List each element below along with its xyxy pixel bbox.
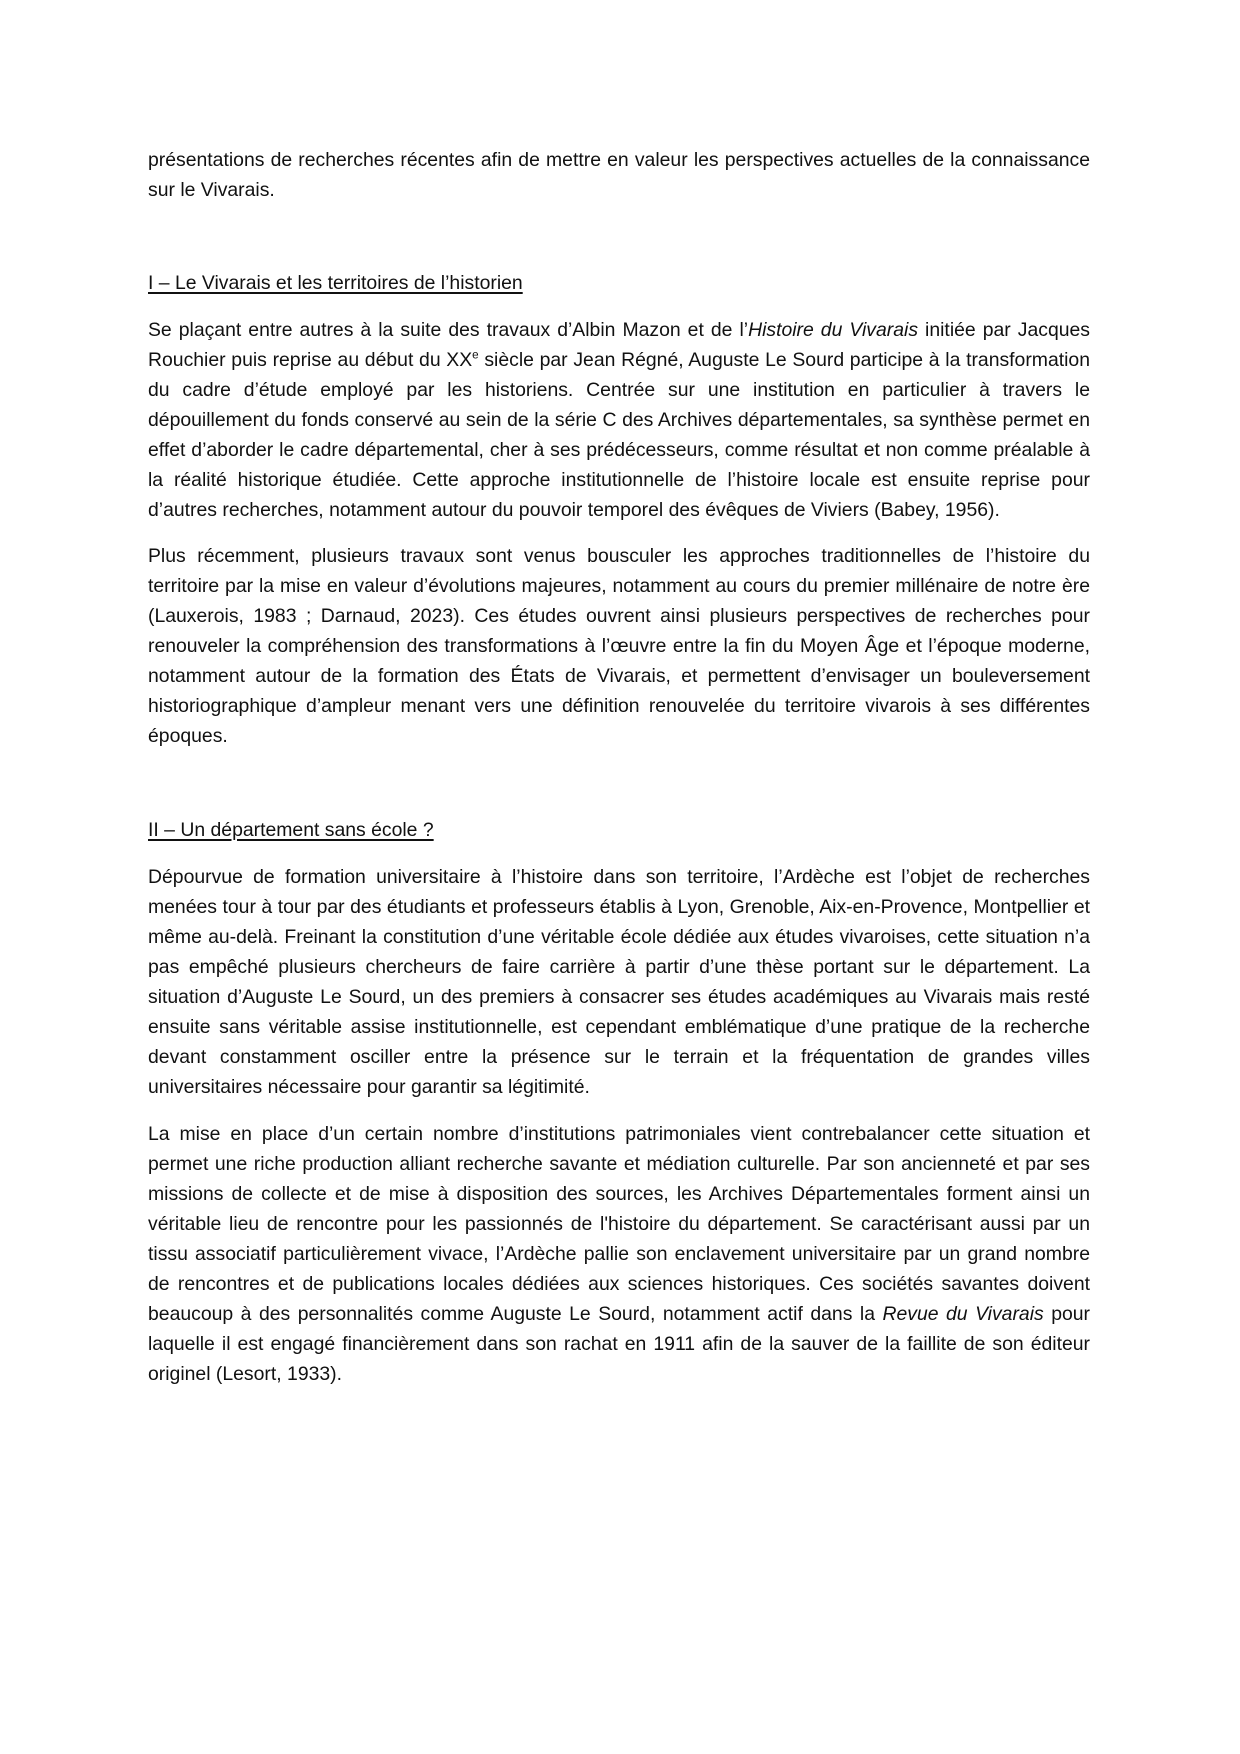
text-run: pour laquelle il est engagé financièrement dans son rachat en 1911 afin de la sauver de la faillite de son éditeur originel (Lesort, 1933). <box>148 1303 1091 1385</box>
intro-continuation-paragraph: présentations de recherches récentes afin de mettre en valeur les perspectives actuelles de la connaissance sur le Vivarais. <box>148 149 1090 201</box>
text-run: siècle par Jean Régné, Auguste Le Sourd participe à la transformation du cadre d’étude employé par les historiens. Centrée sur une institution en particulier à travers le dépouillement du fonds conservé au sein de la série C des Archives départementales, sa synthèse permet en effet d’aborder le cadre départemental, cher à ses prédécesseurs, comme résultat et non comme préalable à la réalité historique étudiée. Cette approche institutionnelle de l’histoire locale est ensuite reprise pour d’autres recherches, notamment autour du pouvoir temporel des évêques de Viviers (Babey, 1956). <box>148 349 1091 521</box>
italic-title-histoire-du-vivarais: Histoire du Vivarais <box>748 319 919 341</box>
section-1-paragraph-1 <box>148 315 1090 525</box>
superscript-e: e <box>472 348 479 362</box>
section-2-paragraph-2 <box>148 1119 1090 1389</box>
section-2-paragraph-1: Dépourvue de formation universitaire à l’histoire dans son territoire, l’Ardèche est l’objet de recherches menées tour à tour par des étudiants et professeurs établis à Lyon, Grenoble, Aix-en-Provence, Montpellier et même au-delà. Freinant la constitution d’une véritable école dédiée aux études vivaroises, cette situation n’a pas empêché plusieurs chercheurs de faire carrière à partir d’une thèse portant sur le département. La situation d’Auguste Le Sourd, un des premiers à consacrer ses études académiques au Vivarais mais resté ensuite sans véritable assise institutionnelle, est cependant emblématique d’une pratique de la recherche devant constamment osciller entre la présence sur le terrain et la fréquentation de grandes villes universitaires nécessaire pour garantir sa légitimité. <box>148 866 1090 1098</box>
text-run: Se plaçant entre autres à la suite des travaux d’Albin Mazon et de l’ <box>148 319 749 341</box>
italic-title-revue-du-vivarais: Revue du Vivarais <box>882 1303 1044 1325</box>
document-page <box>148 145 1090 1389</box>
section-2-heading: II – Un département sans école ? <box>148 819 434 841</box>
text-run: initiée par Jacques Rouchier puis reprise au début du XX <box>148 319 1090 371</box>
section-1-heading: I – Le Vivarais et les territoires de l’historien <box>148 272 523 294</box>
text-run: La mise en place d’un certain nombre d’institutions patrimoniales vient contrebalancer cette situation et permet une riche production alliant recherche savante et médiation culturelle. Par son ancienneté et par ses missions de collecte et de mise à disposition des sources, les Archives Départementales forment ainsi un véritable lieu de rencontre pour les passionnés de l'histoire du département. Se caractérisant aussi par un tissu associatif particulièrement vivace, l’Ardèche pallie son enclavement universitaire par un grand nombre de rencontres et de publications locales dédiées aux sciences historiques. Ces sociétés savantes doivent beaucoup à des personnalités comme Auguste Le Sourd, notamment actif dans la <box>148 1123 1090 1325</box>
section-1-paragraph-2: Plus récemment, plusieurs travaux sont venus bousculer les approches traditionnelles de l’histoire du territoire par la mise en valeur d’évolutions majeures, notamment au cours du premier millénaire de notre ère (Lauxerois, 1983 ; Darnaud, 2023). Ces études ouvrent ainsi plusieurs perspectives de recherches pour renouveler la compréhension des transformations à l’œuvre entre la fin du Moyen Âge et l’époque moderne, notamment autour de la formation des États de Vivarais, et permettent d’envisager un bouleversement historiographique d’ampleur menant vers une définition renouvelée du territoire vivarois à ses différentes époques. <box>148 545 1090 747</box>
